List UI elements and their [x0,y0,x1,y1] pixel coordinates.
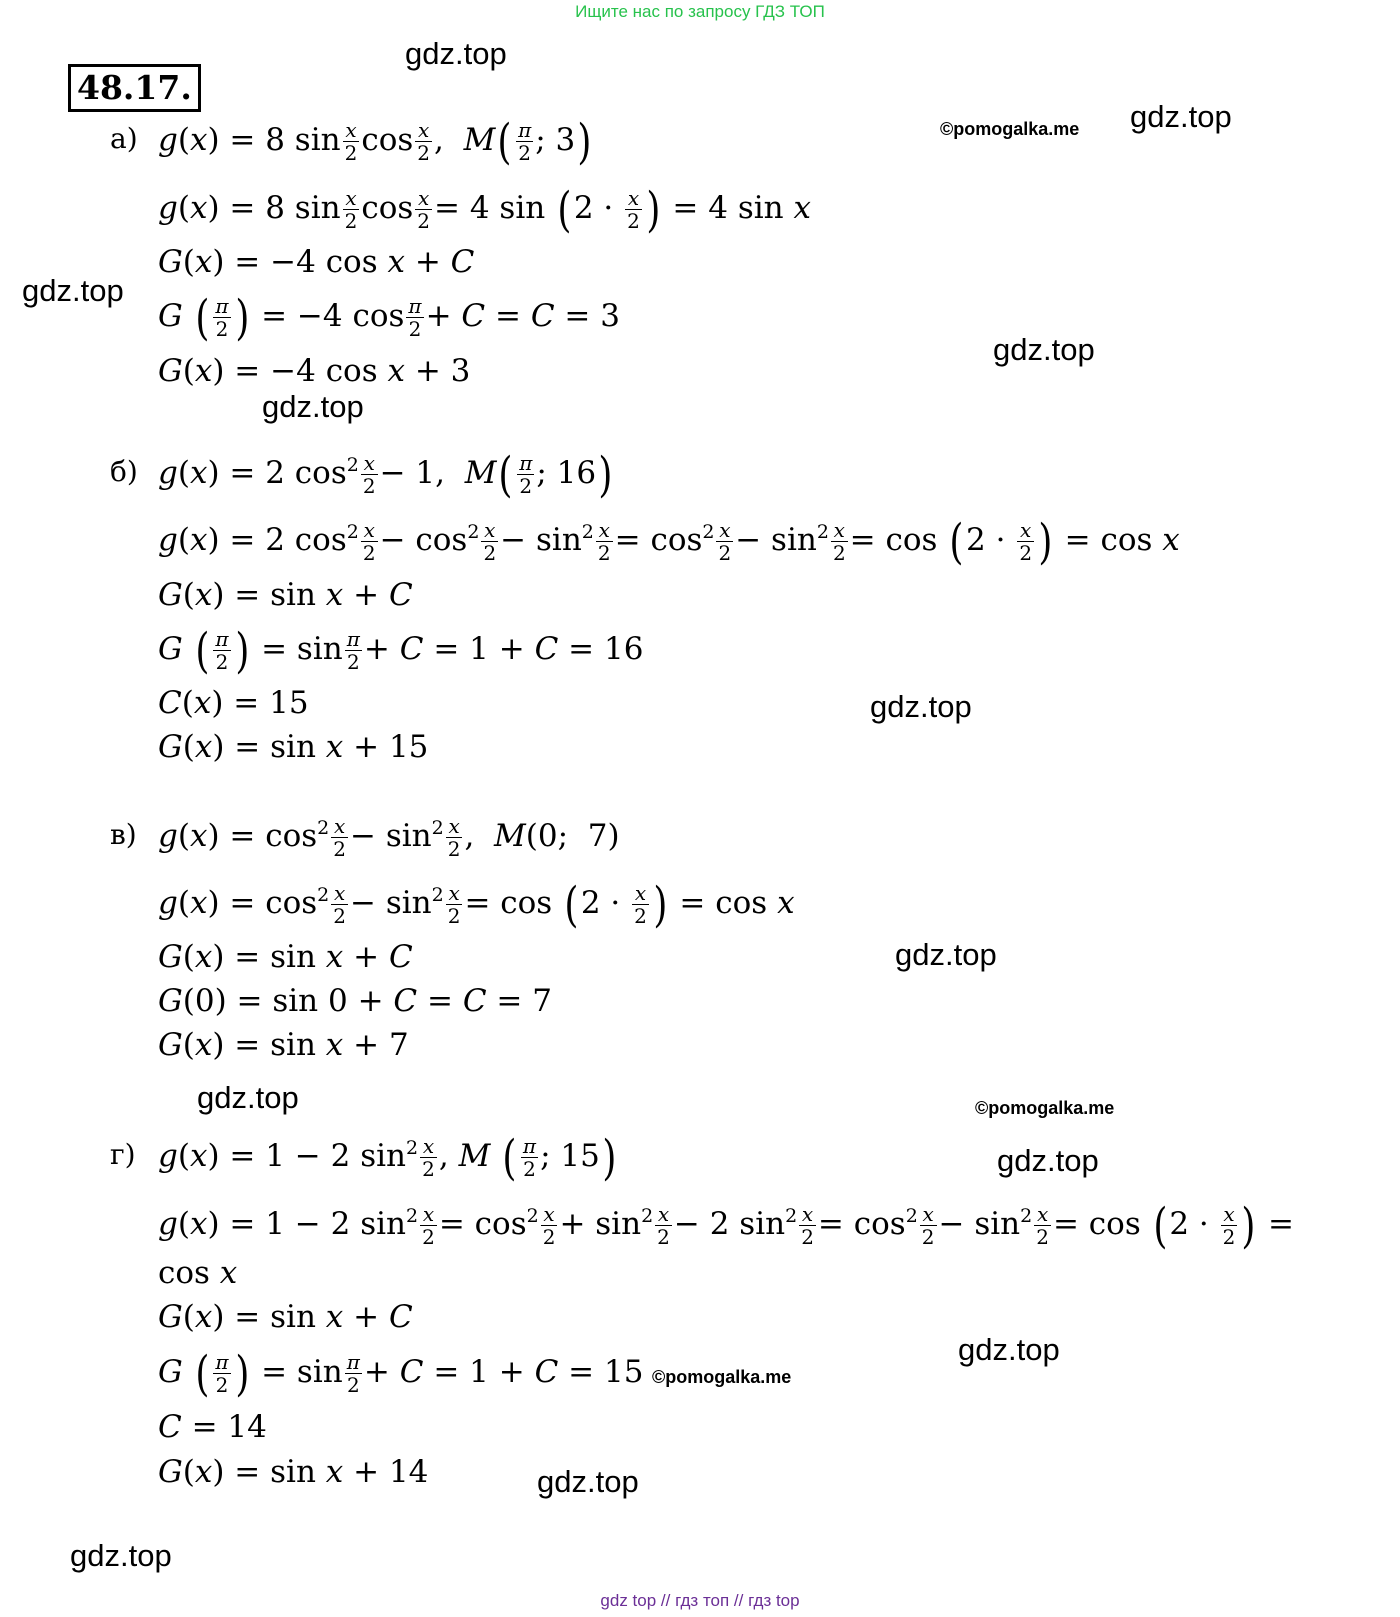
equation-line: G ( $\frac{\pi}{2}$ ) = sin $\frac{\pi}{2}$ + C = 1 + C = 15 [158,1345,644,1402]
equation-line: G(x) = sin x + C [158,1299,413,1335]
equation-line: C(x) = 15 [158,685,309,721]
copyright-watermark: ©pomogalka.me [652,1367,792,1387]
part-label: б) [110,455,138,488]
equation-line: G ( $\frac{\pi}{2}$ ) = sin $\frac{\pi}{2}$ + C = 1 + C = 16 [158,622,644,679]
equation-line: g(x) = 8 sin $\frac{x}{2}$ cos $\frac{x}{2}$ , M( $\frac{\pi}{2}$ ; 3) [158,113,592,170]
equation-line: G(x) = sin x + 7 [158,1027,409,1063]
equation-line: $g(x) = \cos^2$ $\frac{x}{2}$ − $\sin^2$ $\frac{x}{2}$ = cos (2 · $\frac{x}{2}$ ) = cos x [158,876,795,933]
equation-line: g(x) = 1 − 2 $\sin^2$ $\frac{x}{2}$ = $\cos^2$ $\frac{x}{2}$ + $\sin^2$ $\frac{x}{2}$ − 2 $\sin^2$ $\frac{x}{2}$ = $\cos^2$ $\frac{x}{2}$ − $\sin^2$ $\frac{x}{2}$ = cos (2 · $\frac{x}{2}$ ) = [158,1197,1294,1254]
equation-line: cos x [158,1255,238,1291]
watermark: gdz.top [537,1464,639,1499]
equation-line: G(x) = sin x + C [158,577,413,613]
copyright-watermark: ©pomogalka.me [940,119,1080,139]
equation-line: G(x) = sin x + C [158,939,413,975]
problem-number: 48.17. [68,64,201,112]
watermark: gdz.top [997,1143,1099,1178]
watermark: gdz.top [870,689,972,724]
copyright-watermark: ©pomogalka.me [975,1098,1115,1118]
equation-line: G(0) = sin 0 + C = C = 7 [158,983,552,1019]
watermark: gdz.top [1130,99,1232,134]
equation-line: G(x) = sin x + 14 [158,1454,429,1490]
equation-line: G(x) = −4 cos x + 3 [158,353,471,389]
footer-note: gdz top // гдз топ // гдз top [600,1591,800,1610]
part-label: а) [110,122,138,155]
watermark: gdz.top [958,1332,1060,1367]
watermark: gdz.top [262,389,364,424]
watermark: gdz.top [895,937,997,972]
equation-line: C = 14 [158,1409,267,1445]
equation-line: g(x) = 2 $\cos^2$ $\frac{x}{2}$ − 1, M( $\frac{\pi}{2}$ ; 16) [158,446,613,503]
equation-line: g(x) = 8 sin $\frac{x}{2}$ cos $\frac{x}{2}$ = 4 sin (2 · $\frac{x}{2}$ ) = 4 sin x [158,181,811,238]
equation-line: $g(x) = \cos^2$ $\frac{x}{2}$ − $\sin^2$ $\frac{x}{2}$ , M(0; 7) [158,814,620,861]
part-label: в) [110,818,137,851]
part-label: г) [110,1138,136,1171]
watermark: gdz.top [70,1538,172,1573]
watermark: gdz.top [197,1080,299,1115]
watermark: gdz.top [22,273,124,308]
equation-line: G(x) = −4 cos x + C [158,244,475,280]
equation-line: g(x) = 1 − 2 $\sin^2$ $\frac{x}{2}$ , M ( $\frac{\pi}{2}$ ; 15) [158,1129,617,1186]
header-note: Ищите нас по запросу ГДЗ ТОП [575,2,825,21]
equation-line: g(x) = 2 $\cos^2$ $\frac{x}{2}$ − $\cos^2$ $\frac{x}{2}$ − $\sin^2$ $\frac{x}{2}$ = $\cos^2$ $\frac{x}{2}$ − $\sin^2$ $\frac{x}{2}$ = cos (2 · $\frac{x}{2}$ ) = cos x [158,513,1180,570]
watermark: gdz.top [405,36,507,71]
equation-line: G(x) = sin x + 15 [158,729,429,765]
watermark: gdz.top [993,332,1095,367]
equation-line: G ( $\frac{\pi}{2}$ ) = −4 cos $\frac{\pi}{2}$ + C = C = 3 [158,289,620,346]
